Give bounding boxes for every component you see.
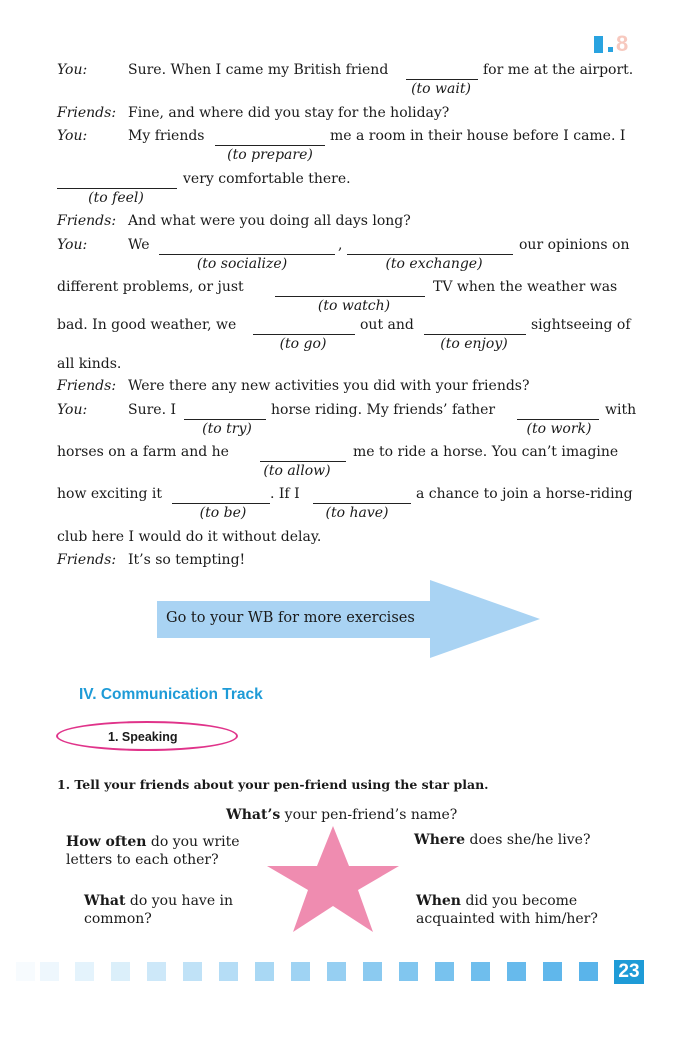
dialogue-line-2 xyxy=(57,105,639,125)
star-icon xyxy=(263,826,403,934)
dialogue-line-13 xyxy=(57,486,639,506)
workbook-arrow[interactable] xyxy=(157,580,540,658)
dialogue-text: club here I would do it without delay. xyxy=(57,529,322,545)
speaker-you: You: xyxy=(57,402,88,418)
speaker-friends: Friends: xyxy=(57,213,117,229)
footer-square xyxy=(579,962,598,981)
verb-hint: (to allow) xyxy=(263,463,331,479)
dialogue-line-15 xyxy=(57,552,639,572)
footer-square xyxy=(507,962,526,981)
answer-blank[interactable] xyxy=(347,254,513,255)
verb-hint: (to wait) xyxy=(411,81,471,97)
verb-hint: (to exchange) xyxy=(385,256,483,272)
answer-blank[interactable] xyxy=(260,461,346,462)
answer-blank[interactable] xyxy=(275,296,425,297)
dialogue-text: . If I xyxy=(270,486,300,502)
dialogue-line-9 xyxy=(57,356,639,376)
dialogue-line-14 xyxy=(57,529,639,549)
section-title: IV. Communication Track xyxy=(79,686,263,703)
dialogue-text: with xyxy=(605,402,637,418)
answer-blank[interactable] xyxy=(313,503,411,504)
footer-square xyxy=(219,962,238,981)
dialogue-text: horses on a farm and he xyxy=(57,444,229,460)
unit-mark-dot xyxy=(608,47,613,52)
question-text: do you have in xyxy=(125,893,234,909)
verb-hint: (to go) xyxy=(279,336,327,352)
verb-hint: (to try) xyxy=(202,421,252,437)
dialogue-text: very comfortable there. xyxy=(183,171,351,187)
unit-mark-numeral: 8 xyxy=(616,31,629,56)
dialogue-text: Were there any new activities you did with your friends? xyxy=(128,378,530,394)
speaker-friends: Friends: xyxy=(57,552,117,568)
dialogue-line-5 xyxy=(57,213,639,233)
speaker-you: You: xyxy=(57,62,88,78)
question-keyword: Where xyxy=(414,832,466,848)
verb-hint: (to enjoy) xyxy=(440,336,508,352)
answer-blank[interactable] xyxy=(406,79,478,80)
dialogue-text: horse riding. My friends’ father xyxy=(271,402,496,418)
dialogue-text: all kinds. xyxy=(57,356,122,372)
speaker-you: You: xyxy=(57,237,88,253)
dialogue-text: We xyxy=(128,237,150,253)
unit-mark xyxy=(594,31,640,56)
footer-square xyxy=(111,962,130,981)
star-plan-upper-left xyxy=(66,833,240,869)
footer-square xyxy=(543,962,562,981)
dialogue-text: bad. In good weather, we xyxy=(57,317,237,333)
dialogue-text: out and xyxy=(360,317,414,333)
speaking-badge-label: 1. Speaking xyxy=(108,730,178,744)
dialogue-line-10 xyxy=(57,378,639,398)
verb-hint: (to be) xyxy=(199,505,247,521)
dialogue-text: me to ride a horse. You can’t imagine xyxy=(353,444,619,460)
footer-square xyxy=(327,962,346,981)
star-plan-lower-right xyxy=(416,892,598,928)
question-text: does she/he live? xyxy=(465,832,591,848)
footer-square xyxy=(40,962,59,981)
page-number-label: 23 xyxy=(618,961,640,982)
dialogue-text: our opinions on xyxy=(519,237,630,253)
footer-square xyxy=(363,962,382,981)
answer-blank[interactable] xyxy=(172,503,270,504)
question-text: do you write xyxy=(146,834,240,850)
speaker-friends: Friends: xyxy=(57,105,117,121)
speaker-friends: Friends: xyxy=(57,378,117,394)
answer-blank[interactable] xyxy=(57,188,177,189)
answer-blank[interactable] xyxy=(215,145,325,146)
dialogue-text: My friends xyxy=(128,128,205,144)
dialogue-line-1 xyxy=(57,62,639,82)
question-text: did you become xyxy=(461,893,578,909)
dialogue-text: sightseeing of xyxy=(531,317,631,333)
verb-hint: (to feel) xyxy=(88,190,144,206)
dialogue-text: me a room in their house before I came. I xyxy=(330,128,626,144)
verb-hint: (to prepare) xyxy=(227,147,313,163)
question-keyword: How often xyxy=(66,834,147,850)
footer-square xyxy=(147,962,166,981)
speaking-badge[interactable] xyxy=(56,721,238,751)
dialogue-text: Sure. I xyxy=(128,402,177,418)
question-text: your pen-friend’s name? xyxy=(280,807,458,823)
question-text: letters to each other? xyxy=(66,852,219,868)
dialogue-text: And what were you doing all days long? xyxy=(128,213,411,229)
dialogue-text: It’s so tempting! xyxy=(128,552,246,568)
question-text: acquainted with him/her? xyxy=(416,911,598,927)
question-text: common? xyxy=(84,911,152,927)
verb-hint: (to watch) xyxy=(317,298,391,314)
footer-square xyxy=(471,962,490,981)
footer-square xyxy=(399,962,418,981)
task-instruction: 1. Tell your friends about your pen-friend using the star plan. xyxy=(57,777,489,792)
dialogue-line-8 xyxy=(57,317,639,337)
dialogue-text: a chance to join a horse-riding xyxy=(416,486,633,502)
page-number xyxy=(614,960,644,984)
footer-square xyxy=(75,962,94,981)
footer-square xyxy=(255,962,274,981)
star-plan-lower-left xyxy=(84,892,233,928)
speaker-you: You: xyxy=(57,128,88,144)
verb-hint: (to socialize) xyxy=(196,256,288,272)
workbook-arrow-label: Go to your WB for more exercises xyxy=(166,610,415,626)
dialogue-line-4 xyxy=(57,171,639,191)
verb-hint: (to have) xyxy=(325,505,389,521)
star-plan-upper-right xyxy=(414,832,590,848)
answer-blank[interactable] xyxy=(253,334,355,335)
verb-hint: (to work) xyxy=(526,421,592,437)
dialogue-line-6 xyxy=(57,237,639,257)
dialogue-line-7 xyxy=(57,279,639,299)
question-keyword: What’s xyxy=(226,807,281,823)
unit-mark-bar xyxy=(594,36,603,53)
dialogue-text: TV when the weather was xyxy=(433,279,618,295)
footer-square xyxy=(16,962,35,981)
answer-blank[interactable] xyxy=(424,334,526,335)
footer-square xyxy=(435,962,454,981)
answer-blank[interactable] xyxy=(159,254,335,255)
footer-square xyxy=(183,962,202,981)
dialogue-text: Fine, and where did you stay for the holiday? xyxy=(128,105,450,121)
dialogue-text: different problems, or just xyxy=(57,279,244,295)
dialogue-text: Sure. When I came my British friend xyxy=(128,62,389,78)
footer-square xyxy=(291,962,310,981)
dialogue-line-12 xyxy=(57,444,639,464)
dialogue-line-11 xyxy=(57,402,639,422)
answer-blank[interactable] xyxy=(517,419,599,420)
dialogue-text: for me at the airport. xyxy=(483,62,634,78)
dialogue-line-3 xyxy=(57,128,639,148)
question-keyword: When xyxy=(416,893,461,909)
star-plan-top xyxy=(226,807,457,823)
answer-blank[interactable] xyxy=(184,419,266,420)
dialogue-text: how exciting it xyxy=(57,486,163,502)
question-keyword: What xyxy=(84,893,126,909)
dialogue-text: , xyxy=(338,237,343,253)
